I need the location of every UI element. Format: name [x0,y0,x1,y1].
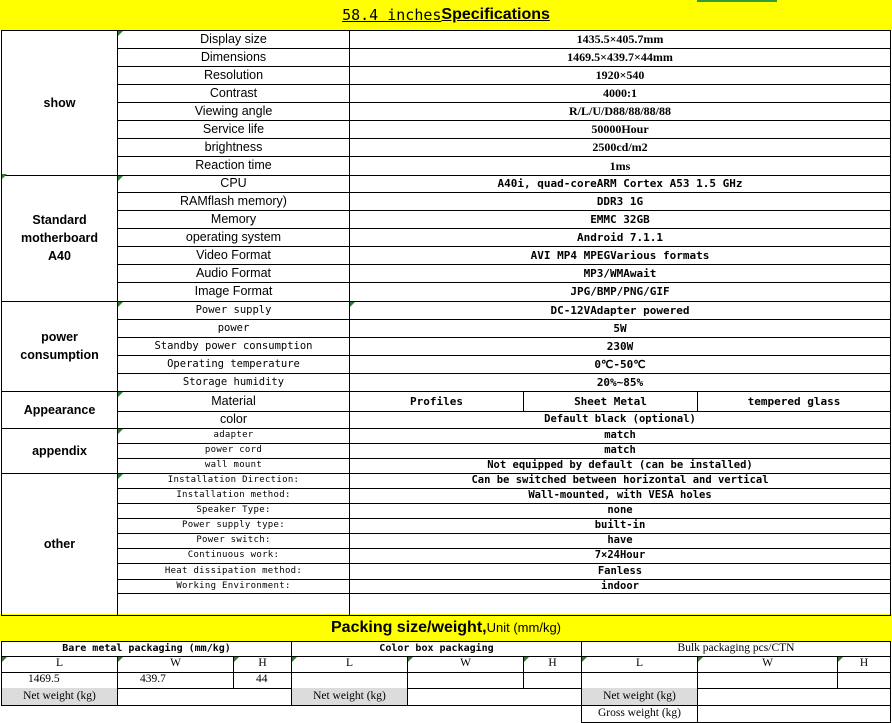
spec-value: Not equipped by default (can be installed) [487,459,753,472]
spec-value: JPG/BMP/PNG/GIF [570,285,670,298]
packing-col-w: W [170,657,181,670]
spec-label: Service life [202,121,265,136]
spec-value: match [604,444,636,457]
cell-comment-marker [118,429,123,434]
packing-column-line [697,705,698,722]
spec-label: Display size [200,31,267,46]
cell-comment-marker [118,31,123,36]
cell-comment-marker [2,657,7,662]
spec-label: Audio Format [195,265,272,280]
packing-col-h: H [258,657,267,670]
cell-comment-marker [698,657,703,662]
spec-value: 1435.5×405.7mm [576,32,664,46]
cell-comment-marker [292,657,297,662]
net-weight-label: Net weight (kg) [2,688,117,705]
packing-group-title: Color box packaging [379,642,494,654]
spec-value: 4000:1 [603,86,637,100]
cell-comment-marker [408,657,413,662]
spec-value: 2500cd/m2 [592,140,648,154]
cell-comment-marker [118,657,123,662]
spec-value: Wall-mounted, with VESA holes [528,489,712,502]
cell-comment-marker [582,657,587,662]
spec-value: 1ms [609,158,631,173]
spec-label: Image Format [194,284,273,299]
spec-value: Sheet Metal [574,394,647,408]
cell-comment-marker [838,657,843,662]
spec-value: tempered glass [747,394,841,408]
cell-comment-marker [118,474,123,479]
spec-label: power cord [204,445,263,455]
cell-comment-marker [524,657,529,662]
spec-label: Material [211,393,256,408]
category-cell: other [43,537,76,551]
spec-value: have [607,534,633,547]
spec-value: Android 7.1.1 [576,230,664,244]
section-line [1,615,891,616]
packing-unit: Unit (mm/kg) [486,620,561,635]
spec-label: Installation method: [176,490,291,500]
spec-label: Dimensions [200,49,267,64]
spec-label: Resolution [203,67,264,82]
column-line [117,30,118,615]
spec-value: built-in [594,519,646,532]
spec-label: Power switch: [196,535,271,545]
spec-value: Can be switched between horizontal and vertical [471,474,769,487]
spec-label: Standby power consumption [154,339,313,352]
spec-value: 1469.5×439.7×44mm [567,50,673,64]
page-title [0,0,892,30]
spec-value: 50000Hour [591,122,649,136]
spec-label: Storage humidity [182,375,285,388]
packing-col-l: L [635,657,644,670]
spec-label: Reaction time [195,158,272,173]
packing-column-line [407,656,408,705]
spec-label: Power supply type: [182,520,285,530]
sub-column-line [697,391,698,411]
spec-label: Working Environment: [176,580,291,591]
spec-label: operating system [185,229,282,244]
spec-value: 0℃-50℃ [594,357,646,371]
packing-title [0,614,892,641]
packing-heading: Packing size/weight, [331,618,487,636]
packing-col-h: H [548,657,557,670]
spec-value: Default black (optional) [544,413,696,426]
title-size: 58.4 inches [342,5,442,24]
spec-label: color [219,412,248,427]
spec-value: match [604,429,636,442]
spec-label: CPU [220,176,247,191]
spec-value: 20%~85% [596,375,644,389]
spec-value: AVI MP4 MPEGVarious formats [530,248,710,262]
cell-comment-marker [350,302,355,307]
spec-value: DDR3 1G [596,194,644,208]
packing-group-title: Bare metal packaging (mm/kg) [62,642,231,654]
packing-group-title: Bulk packaging pcs/CTN [677,641,795,654]
spec-label: brightness [204,139,263,154]
spec-value: 230W [606,339,634,353]
spec-label: Viewing angle [194,103,273,118]
title-word: Specifications [441,6,550,23]
gross-weight-label: Gross weight (kg) [597,706,682,719]
spec-value: A40i, quad-coreARM Cortex A53 1.5 GHz [497,177,743,190]
sub-column-line [523,391,524,411]
spec-value: 7×24Hour [594,549,646,562]
packing-col-l: L [345,657,354,670]
spec-label: wall mount [204,460,263,470]
category-cell: Standard motherboard A40 [20,213,99,263]
spec-value: none [607,504,633,517]
spec-value: EMMC 32GB [590,212,650,226]
spec-label: Contrast [209,85,258,100]
spec-value [350,593,890,615]
packing-value: 44 [256,673,268,686]
table-left-border [1,30,2,616]
spec-label: Memory [210,211,257,226]
spec-label [118,593,349,615]
packing-row-line [1,688,891,689]
category-cell: Appearance [23,402,96,417]
packing-row-line [1,705,891,706]
spec-value: R/L/U/D88/88/88/88 [568,104,671,118]
spec-label: Power supply [195,303,272,316]
packing-col-l: L [55,657,64,670]
spec-value: MP3/WMAwait [583,266,657,280]
category-cell: appendix [32,443,87,458]
net-weight-label: Net weight (kg) [582,688,697,705]
column-line [349,30,350,615]
spec-value: indoor [601,579,639,592]
spec-value: Fanless [597,564,643,577]
packing-value [838,672,892,688]
packing-group-line [291,641,292,706]
cell-comment-marker [118,302,123,307]
packing-column-line [117,656,118,705]
spec-label: Speaker Type: [196,505,271,515]
packing-col-h: H [859,657,869,670]
packing-value: 439.7 [140,673,166,686]
spec-label: Continuous work: [187,550,280,560]
packing-group-line [581,641,582,706]
spec-label: RAMflash memory) [180,193,287,208]
spec-label: Video Format [196,247,271,262]
spec-label: adapter [213,430,254,440]
cell-comment-marker [118,176,123,181]
spec-label: Installation Direction: [167,475,300,485]
packing-col-w: W [460,657,471,670]
spec-label: Heat dissipation method: [164,565,303,576]
packing-value: 1469.5 [28,673,60,686]
table-right-border [890,30,891,616]
cell-comment-marker [234,657,239,662]
spec-value: Profiles [410,394,463,408]
packing-column-line [697,656,698,705]
packing-value [698,672,859,688]
spec-value: 1920×540 [595,68,645,82]
packing-column-line [581,705,582,722]
spec-label: Operating temperature [167,357,300,370]
cell-comment-marker [118,392,123,397]
spec-value: DC-12VAdapter powered [550,303,690,317]
packing-col-w: W [762,657,773,670]
net-weight-label: Net weight (kg) [292,688,407,705]
spec-label: power [217,321,250,334]
cell-comment-marker [2,174,7,179]
category-cell: power consumption [20,330,99,362]
category-cell: show [43,95,76,110]
spec-value: 5W [613,321,627,335]
